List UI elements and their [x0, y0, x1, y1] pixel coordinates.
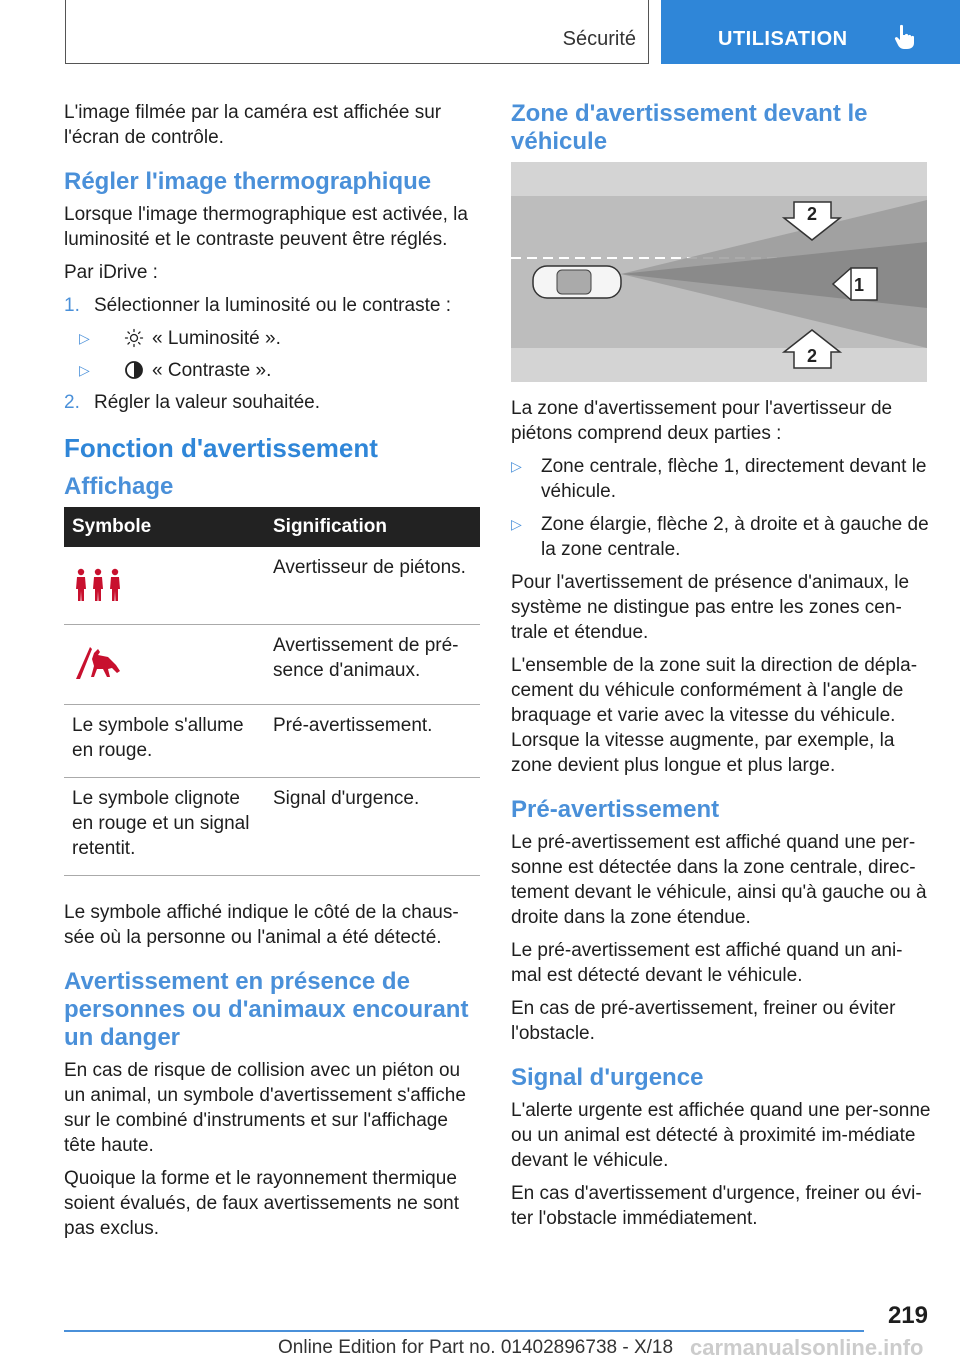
- list-item: [511, 454, 931, 504]
- right-column: [511, 100, 931, 1239]
- table-row: [64, 625, 480, 705]
- table-cell-symbol: Le symbole clignote en rouge et un signal retentit.: [64, 778, 265, 876]
- animal-warning-icon: [72, 643, 124, 683]
- paragraph-pre-2: Le pré-avertissement est affiché quand un ani-mal est détecté devant le véhicule.: [511, 940, 903, 986]
- heading-signal-urgence: Signal d'urgence: [511, 1064, 704, 1091]
- sub-option-text: « Contraste ».: [152, 360, 272, 381]
- step-number: 1.: [64, 295, 80, 316]
- steps-list-continued: [64, 390, 482, 415]
- table-row: [64, 547, 480, 625]
- table-cell-symbol: [64, 547, 265, 625]
- paragraph-signal-2: En cas d'avertissement d'urgence, freiner ou évi-ter l'obstacle immédiatement.: [511, 1183, 922, 1229]
- table-cell-meaning: Avertissement de pré-sence d'animaux.: [265, 625, 480, 705]
- table-cell-symbol: [64, 625, 265, 705]
- heading-pre-avertissement: Pré-avertissement: [511, 796, 720, 823]
- heading-regler-image: Régler l'image thermographique: [64, 168, 432, 195]
- table-header-cell: Symbole: [64, 507, 265, 547]
- arrow-label: 2: [806, 346, 818, 366]
- footer-edition: Online Edition for Part no. 01402896738 - X/18: [278, 1337, 674, 1358]
- symbols-table: [64, 507, 480, 876]
- step-text: Régler la valeur souhaitée.: [94, 392, 321, 413]
- brightness-icon: [124, 328, 144, 348]
- paragraph-ensemble: L'ensemble de la zone suit la direction de dépla-cement du véhicule conformément à l'angle de braquage et varie avec la vitesse du véhicule. Lorsque la vitesse augmente, par exemple, la zone devient plus longue et plus large.: [511, 655, 918, 776]
- contrast-icon: [124, 360, 144, 380]
- heading-zone-avertissement: Zone d'avertissement devant le véhicule: [511, 100, 868, 155]
- header-chapter-tab: [661, 0, 960, 64]
- triangle-bullet-icon: ▷: [79, 362, 90, 378]
- page-number: 219: [887, 1302, 928, 1329]
- list-item-text: Zone centrale, flèche 1, directement devant le véhicule.: [541, 456, 927, 502]
- arrow-label: 2: [806, 204, 818, 224]
- step-item: [64, 390, 482, 415]
- zone-bullets: [511, 454, 931, 562]
- heading-affichage: Affichage: [64, 473, 174, 500]
- table-cell-meaning: Signal d'urgence.: [265, 778, 480, 876]
- paragraph-animaux: Pour l'avertissement de présence d'animaux, le système ne distingue pas entre les zones cen-trale et étendue.: [511, 572, 910, 643]
- header-box: [65, 0, 649, 64]
- paragraph-zone: La zone d'avertissement pour l'avertisseur de piétons comprend deux parties :: [511, 398, 893, 444]
- header-section-title: Sécurité: [562, 28, 636, 50]
- arrow-label: 1: [853, 275, 865, 295]
- footer-watermark: carmanualsonline.info: [690, 1335, 924, 1360]
- pedestrian-warning-icon: [72, 567, 124, 603]
- paragraph-idrive: Par iDrive :: [64, 262, 158, 283]
- paragraph-cote: Le symbole affiché indique le côté de la chaus-sée où la personne ou l'animal a été détecté.: [64, 902, 459, 948]
- sub-option-contraste: [64, 358, 482, 383]
- intro-paragraph: L'image filmée par la caméra est affichée sur l'écran de contrôle.: [64, 102, 442, 148]
- sub-options-list: [64, 326, 482, 383]
- paragraph-danger-1: En cas de risque de collision avec un piéton ou un animal, un symbole d'avertissement s'affiche sur le combiné d'instruments et sur l'affichage tête haute.: [64, 1060, 466, 1156]
- chapter-label: UTILISATION: [718, 28, 848, 50]
- steps-list: [64, 293, 482, 318]
- triangle-bullet-icon: ▷: [511, 458, 522, 474]
- list-item-text: Zone élargie, flèche 2, à droite et à gauche de la zone centrale.: [541, 514, 929, 560]
- table-cell-meaning: Avertisseur de piétons.: [265, 547, 480, 625]
- heading-danger: Avertissement en présence de personnes ou d'animaux encourant un danger: [64, 968, 469, 1051]
- pointing-hand-icon: [894, 24, 918, 50]
- table-row: [64, 705, 480, 778]
- table-cell-meaning: Pré-avertissement.: [265, 705, 480, 778]
- triangle-bullet-icon: ▷: [511, 516, 522, 532]
- footer-divider: [64, 1330, 864, 1332]
- step-item: [64, 293, 482, 318]
- paragraph-regler: Lorsque l'image thermographique est activée, la luminosité et le contraste peuvent être réglés.: [64, 204, 468, 250]
- table-row: [64, 778, 480, 876]
- sub-option-text: « Luminosité ».: [152, 328, 281, 349]
- step-text: Sélectionner la luminosité ou le contraste :: [94, 295, 451, 316]
- paragraph-pre-1: Le pré-avertissement est affiché quand une per-sonne est détectée dans la zone centrale, direc-tement devant le véhicule, ainsi qu'à gauche ou à droite dans la zone étendue.: [511, 832, 927, 928]
- paragraph-danger-2: Quoique la forme et le rayonnement thermique soient évalués, de faux avertissements ne sont pas exclus.: [64, 1168, 460, 1239]
- list-item: [511, 512, 931, 562]
- left-column: [64, 100, 482, 1249]
- table-header-cell: Signification: [265, 507, 480, 547]
- paragraph-pre-3: En cas de pré-avertissement, freiner ou éviter l'obstacle.: [511, 998, 896, 1044]
- sub-option-luminosite: [64, 326, 482, 351]
- heading-fonction-avertissement: Fonction d'avertissement: [64, 433, 378, 463]
- triangle-bullet-icon: ▷: [79, 330, 90, 346]
- paragraph-signal-1: L'alerte urgente est affichée quand une per-sonne ou un animal est détecté à proximité im-médiate devant le véhicule.: [511, 1100, 931, 1171]
- warning-zone-diagram: [511, 162, 927, 382]
- table-cell-symbol: Le symbole s'allume en rouge.: [64, 705, 265, 778]
- table-header-row: [64, 507, 480, 547]
- step-number: 2.: [64, 392, 80, 413]
